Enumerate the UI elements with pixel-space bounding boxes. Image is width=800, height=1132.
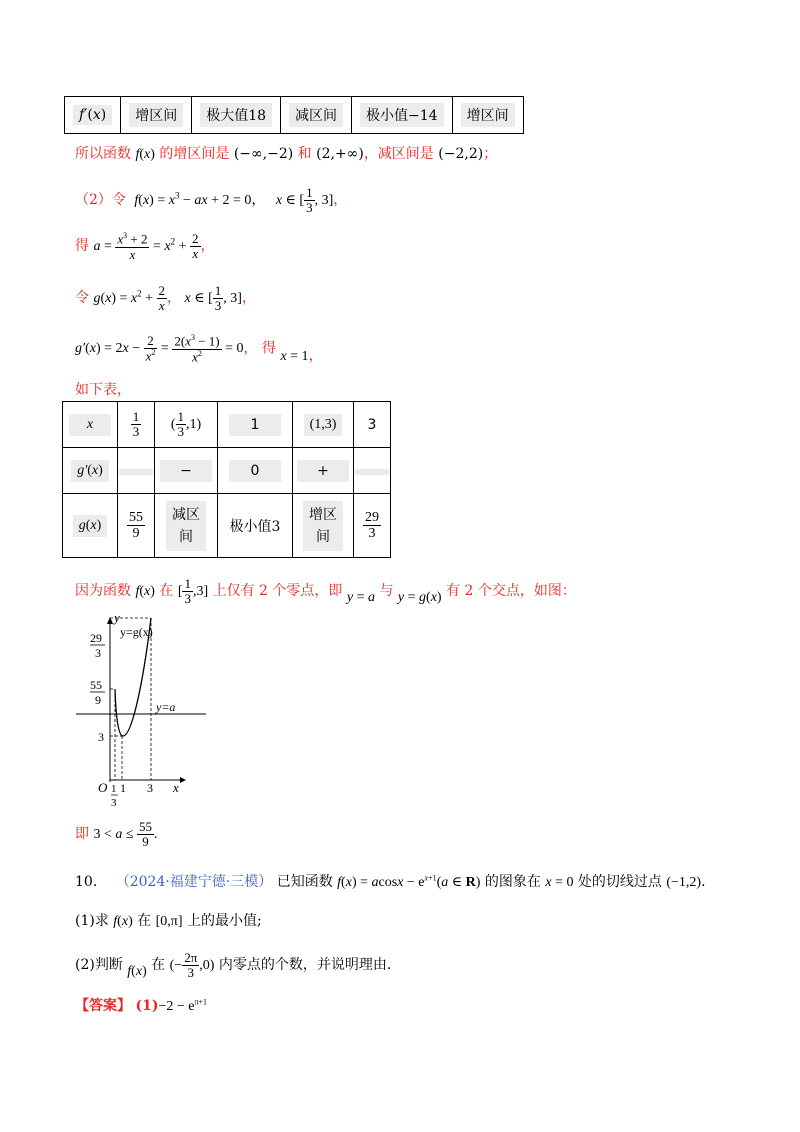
origin-label: O [98, 780, 108, 795]
answer-line: 【答案】 $(1)-2 - e^{\pi+1}$ [75, 997, 208, 1014]
svg-text:9: 9 [95, 693, 101, 707]
derivative-g-line: g′(x) = 2x − $\frac{2}{x^2}$ = $\frac{2(x^3 - 1)}{x^2}$ = 0， 得 x = 1， [75, 333, 323, 365]
answer-label: 【答案】 [75, 998, 131, 1014]
table-intro: 如下表， [75, 382, 131, 398]
table2-cell: − [155, 448, 218, 494]
part2-setup: （2）令 $f(x) = x^3$ − ax + 2 = 0， x ∈ [ $\frac{1}{3}$ , 3]， [75, 185, 348, 216]
x-axis-arrow-icon [180, 777, 186, 783]
svg-text:3: 3 [95, 646, 101, 660]
x-axis-label: x [173, 780, 179, 795]
monotonicity-table [62, 401, 391, 558]
define-g-line: 令 $g(x) = x^2$ + $\frac{2}{x}$ ， x ∈ [ $\frac{1}{3}$ , 3]， [75, 283, 256, 314]
question-number: 10. [75, 874, 98, 890]
table2-cell: g(x) [63, 494, 118, 558]
x-tick-1: 1 [120, 781, 126, 795]
zero-count-statement: 因为函数 f(x) 在 [ $\frac{1}{3}$ ,3] 上仅有 2 个零点，即 y = a 与 y = g(x) 有 2 个交点，如图： [75, 576, 576, 607]
result-label: 得 [261, 340, 276, 357]
table2-cell: 增区 间 [293, 494, 354, 558]
table1-cell: 增区间 [452, 97, 523, 134]
question-10-stem: 10. （2024·福建宁德·三模） 已知函数 $f(x) = acosx - e^{x+1}(a$ ∈ R) 的图象在 x = 0 处的切线过点 (−1,2). [75, 873, 706, 890]
table2-cell: 3 [354, 402, 391, 448]
table2-cell [354, 448, 391, 494]
table2-cell: 0 [218, 448, 293, 494]
table2-cell: ( $\frac{1}{3}$ ,1) [155, 402, 218, 448]
question-10-part1: (1)求 f(x) 在 [0,π] 上的最小值; [75, 913, 262, 929]
table1-cell: 极小值−14 [352, 97, 453, 134]
x-tick-3: 3 [147, 781, 153, 795]
x-tick-1-3: 1 [111, 783, 117, 795]
derivative-sign-table [64, 96, 524, 134]
y-tick-3: 3 [98, 730, 104, 744]
table1-cell: 增区间 [121, 97, 192, 134]
y-tick-55-9: 55 [90, 678, 102, 692]
table2-cell: $\frac{1}{3}$ [118, 402, 155, 448]
range-conclusion: 即 3 < a ≤ $\frac{55}{9}$ . [75, 819, 158, 850]
table2-cell [118, 448, 155, 494]
table1-cell: 极大值18 [192, 97, 281, 134]
table2-cell: x [63, 402, 118, 448]
table2-cell: + [293, 448, 354, 494]
table2-cell: 1 [218, 402, 293, 448]
table2-cell: (1,3) [293, 402, 354, 448]
y-tick-29-3: 29 [90, 631, 102, 645]
table2-cell: $\frac{29}{3}$ [354, 494, 391, 558]
define-label: 令 [75, 290, 89, 307]
curve-label: y=g(x) [120, 625, 153, 639]
question-10-part2: (2)判断 f(x) 在 (− $\frac{2\pi}{3}$ ,0) 内零点的个数，并说明理由. [75, 950, 392, 981]
question-source: （2024·福建宁德·三模） [115, 874, 273, 890]
line-label: y=a [156, 700, 176, 714]
table2-cell: $\frac{55}{9}$ [118, 494, 155, 558]
y-axis-label: y [114, 612, 120, 625]
conclusion-intervals: 所以函数 f(x) 的增区间是 (−∞,−2) 和 (2,+∞)，减区间是 (−2,2)； [75, 146, 498, 162]
svg-text:3: 3 [111, 797, 117, 809]
table2-cell: 减区 间 [155, 494, 218, 558]
part2-label: （2）令 [75, 192, 126, 209]
solve-a-line: 得 a = $\frac{x^3 + 2}{x}$ = $x^2$ + $\frac{2}{x}$ ， [75, 231, 215, 262]
table1-cell: 减区间 [281, 97, 352, 134]
table1-cell: f′(x) [65, 97, 121, 134]
critical-point: x = 1， [280, 349, 323, 365]
solve-label: 得 [75, 238, 89, 255]
table2-cell: 极小值3 [218, 494, 293, 558]
function-graph [76, 612, 206, 812]
table2-cell: g′(x) [63, 448, 118, 494]
